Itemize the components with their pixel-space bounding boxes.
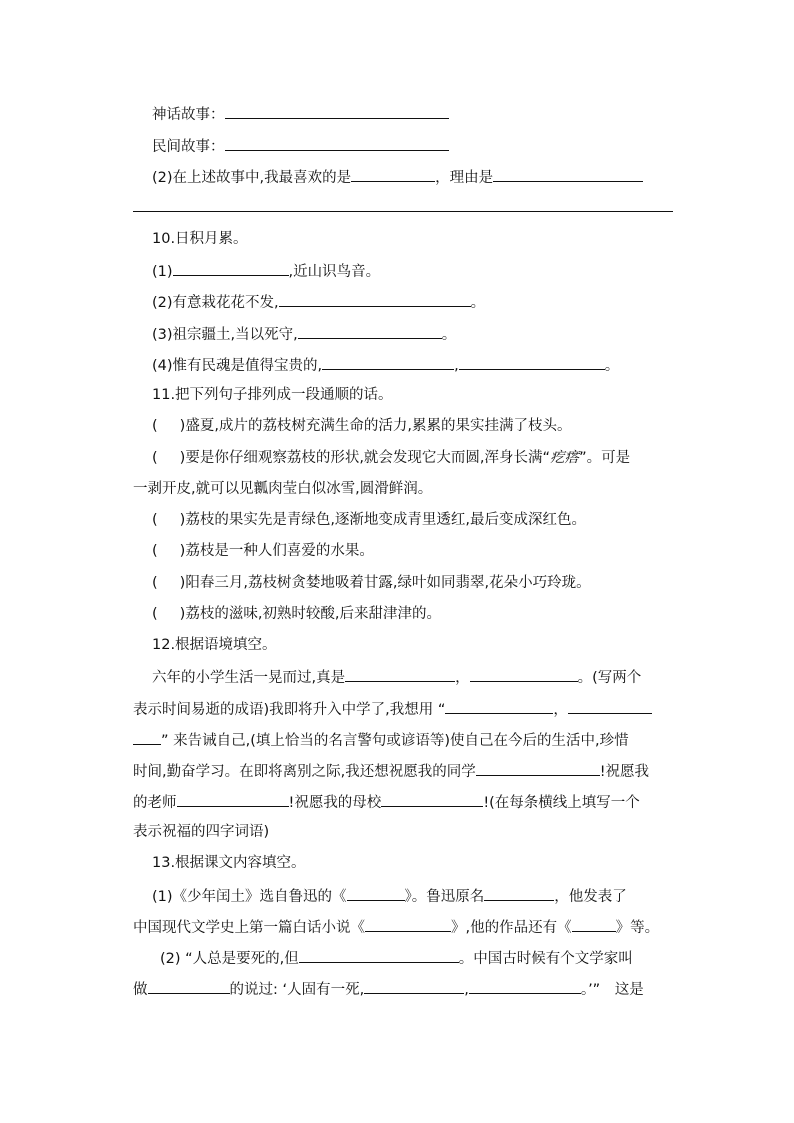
idiom-blank-2[interactable]: [470, 666, 578, 682]
q11-paren-open: (: [152, 450, 158, 466]
q10-item-1-num: (1): [152, 264, 173, 280]
q13-line-3-end: 。中国古时候有个文学家叫: [458, 951, 633, 967]
reason-blank-continued[interactable]: [133, 211, 673, 212]
q10-blank-1[interactable]: [173, 260, 289, 276]
q12-line-5: [133, 791, 640, 813]
collection-title-blank[interactable]: [347, 885, 405, 901]
q11-paren-open: (: [152, 512, 158, 528]
q11-item-6-text: )荔枝的滋味,初熟时较酸,后来甜津津的。: [179, 606, 442, 622]
myth-story-line: [152, 103, 449, 125]
q11-paren-open: (: [152, 418, 158, 434]
q10-blank-4b[interactable]: [459, 354, 605, 370]
q12-line-4-text: 时间,勤奋学习。在即将离别之际,我还想祝愿我的同学: [133, 764, 476, 780]
q12-line-3: [133, 729, 629, 751]
q12-line-3-text: ” 来告诫自己,(填上恰当的名言警句或谚语等)使自己在今后的生活中,珍惜: [161, 733, 629, 749]
writer-name-blank[interactable]: [148, 978, 230, 994]
favorite-story-blank[interactable]: [351, 166, 435, 182]
q12-line-1-end: 。(写两个: [577, 670, 642, 686]
q11-item-2-italic: 疙瘩: [550, 450, 580, 466]
q10-item-4-comma: ,: [454, 358, 459, 374]
q13-line-2-mid: 》,他的作品还有《: [451, 920, 572, 936]
q11-item-2-end: ”。可是: [579, 450, 631, 466]
q13-line-1-end: ，他发表了: [554, 889, 627, 905]
q10-item-3: [152, 323, 456, 345]
q11-item-3: [152, 510, 586, 530]
q12-line-6: 表示祝福的四字词语): [133, 824, 270, 840]
q9-part2-text: (2)在上述故事中,我最喜欢的是: [152, 170, 352, 186]
q13-line-2: [133, 916, 659, 938]
wish-teacher-blank[interactable]: [177, 791, 289, 807]
q10-item-1: [152, 260, 380, 282]
q12-line-5-end: !(在每条横线上填写一个: [483, 795, 640, 811]
q13-line-3-text: (2) “人总是要死的,但: [160, 951, 299, 967]
q12-line-2: [133, 698, 652, 720]
q11-item-6: [152, 604, 441, 624]
q10-blank-3[interactable]: [298, 323, 442, 339]
myth-story-label: 神话故事：: [152, 107, 225, 123]
q13-title: 13.根据课文内容填空。: [152, 855, 306, 871]
q13-line-3: [160, 947, 633, 969]
q11-item-2-text: )要是你仔细观察荔枝的形状,就会发现它大而圆,浑身长满“: [179, 450, 551, 466]
q12-line-5-mid: !祝愿我的母校: [288, 795, 382, 811]
q12-line-2-text: 表示时间易逝的成语)我即将升入中学了,我想用 “: [133, 702, 446, 718]
q11-item-3-text: )荔枝的果实先是青绿色,逐渐地变成青里透红,最后变成深红色。: [179, 512, 587, 528]
motto-blank-2[interactable]: [568, 698, 652, 714]
q10-item-2-end: 。: [470, 295, 486, 311]
q11-item-2-continued: 一剥开皮,就可以见瓤肉莹白似冰雪,圆滑鲜润。: [133, 481, 433, 497]
first-novel-blank[interactable]: [365, 916, 451, 932]
q12-comma-2: ，: [553, 702, 568, 718]
wish-classmates-blank[interactable]: [476, 760, 600, 776]
q13-line-1-mid: 》。鲁迅原名: [404, 889, 485, 905]
q13-line-4-comma: ,: [464, 982, 469, 998]
q10-item-4-text: (4)惟有民魂是值得宝贵的,: [152, 358, 323, 374]
q10-item-4-end: 。: [604, 358, 620, 374]
q12-line-4-end: !祝愿我: [599, 764, 650, 780]
q10-blank-4a[interactable]: [322, 354, 454, 370]
motto-blank-2-continued[interactable]: [133, 729, 161, 745]
q10-item-3-end: 。: [441, 327, 457, 343]
q13-line-2-text: 中国现代文学史上第一篇白话小说《: [133, 920, 365, 936]
q11-item-4: [152, 541, 374, 561]
q13-line-4: [133, 978, 644, 1000]
q12-line-4: [133, 760, 649, 782]
q11-title: 11.把下列句子排列成一段通顺的话。: [152, 387, 393, 403]
reason-blank[interactable]: [493, 166, 643, 182]
q10-item-1-text: ,近山识鸟音。: [288, 264, 381, 280]
q10-blank-2[interactable]: [279, 291, 471, 307]
q11-paren-open: (: [152, 606, 158, 622]
q10-title: 10.日积月累。: [152, 231, 248, 247]
quote-blank[interactable]: [299, 947, 459, 963]
q12-line-1-text: 六年的小学生活一晃而过,真是: [152, 670, 346, 686]
myth-story-blank[interactable]: [225, 103, 449, 119]
q11-paren-open: (: [152, 543, 158, 559]
q12-comma-1: ，: [455, 670, 470, 686]
folk-story-label: 民间故事：: [152, 139, 225, 155]
q11-paren-open: (: [152, 575, 158, 591]
other-works-blank[interactable]: [572, 916, 616, 932]
q13-line-4-text: 做: [133, 982, 148, 998]
motto-blank-1[interactable]: [445, 698, 553, 714]
idiom-blank-1[interactable]: [345, 666, 455, 682]
q11-item-1: [152, 416, 572, 436]
q10-item-2-text: (2)有意栽花花不发,: [152, 295, 279, 311]
q13-line-1-text: (1)《少年闰土》选自鲁迅的《: [152, 889, 347, 905]
q12-title: 12.根据语境填空。: [152, 637, 277, 653]
q11-item-5: [152, 573, 591, 593]
folk-story-line: [152, 135, 449, 157]
q10-item-3-text: (3)祖宗疆土,当以死守,: [152, 327, 298, 343]
q12-line-5-text: 的老师: [133, 795, 177, 811]
q11-item-1-text: )盛夏,成片的荔枝树充满生命的活力,累累的果实挂满了枝头。: [179, 418, 572, 434]
q11-item-5-text: )阳春三月,荔枝树贪婪地吸着甘露,绿叶如同翡翠,花朵小巧玲珑。: [179, 575, 591, 591]
q10-item-2: [152, 291, 485, 313]
folk-story-blank[interactable]: [225, 135, 449, 151]
q12-line-1: [152, 666, 641, 688]
q11-item-2: [152, 448, 630, 468]
q13-line-2-end: 》等。: [615, 920, 660, 936]
real-name-blank[interactable]: [484, 885, 554, 901]
q9-part2-line: [152, 166, 643, 188]
q10-item-4: [152, 354, 619, 376]
q13-line-4-end: 。’” 这是: [580, 982, 644, 998]
q13-line-4-mid: 的说过: ‘人固有一死,: [229, 982, 365, 998]
saying-blank-2[interactable]: [469, 978, 581, 994]
q11-item-4-text: )荔枝是一种人们喜爱的水果。: [179, 543, 374, 559]
wish-school-blank[interactable]: [381, 791, 483, 807]
q9-reason-label: ，理由是: [435, 170, 494, 186]
q13-line-1: [152, 885, 627, 907]
saying-blank-1[interactable]: [364, 978, 464, 994]
